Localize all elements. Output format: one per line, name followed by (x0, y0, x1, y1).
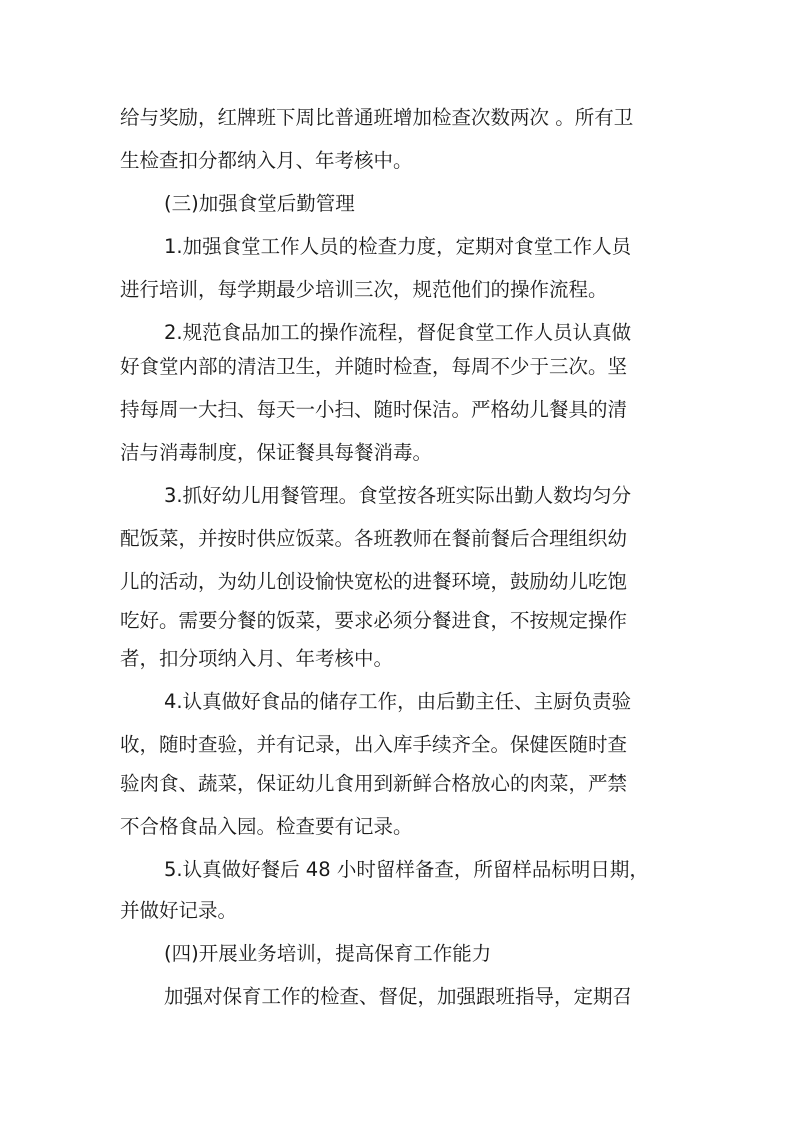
text-line: 不合格食品入园。检查要有记录。 (120, 815, 413, 838)
text-line: 洁与消毒制度，保证餐具每餐消毒。 (120, 441, 433, 464)
text-line: 配饭菜，并按时供应饭菜。各班教师在餐前餐后合理组织幼 (120, 527, 628, 550)
text-line: 吃好。需要分餐的饭菜，要求必须分餐进食，不按规定操作 (120, 609, 628, 632)
text-line: 4.认真做好食品的储存工作，由后勤主任、主厨负责验 (164, 690, 632, 713)
text-line: 好食堂内部的清洁卫生，并随时检查，每周不少于三次。坚 (120, 355, 628, 378)
text-line: 给与奖励，红牌班下周比普通班增加检查次数两次 。所有卫 (120, 106, 634, 129)
text-line: 并做好记录。 (120, 899, 238, 922)
text-line: 1.加强食堂工作人员的检查力度，定期对食堂工作人员 (164, 235, 632, 258)
text-line: 3.抓好幼儿用餐管理。食堂按各班实际出勤人数均匀分 (164, 484, 632, 507)
text-line: 生检查扣分都纳入月、年考核中。 (120, 149, 413, 172)
section-heading: (四)开展业务培训，提高保育工作能力 (164, 942, 492, 965)
text-line: 收，随时查验，并有记录，出入库手续齐全。保健医随时查 (120, 733, 628, 756)
text-line: 验肉食、蔬菜，保证幼儿食用到新鲜合格放心的肉菜，严禁 (120, 772, 628, 795)
text-line: 进行培训，每学期最少培训三次，规范他们的操作流程。 (120, 278, 608, 301)
text-line: 加强对保育工作的检查、督促，加强跟班指导，定期召 (164, 985, 633, 1008)
text-line: 者，扣分项纳入月、年考核中。 (120, 647, 394, 670)
section-heading: (三)加强食堂后勤管理 (164, 192, 355, 215)
text-line: 儿的活动，为幼儿创设愉快宽松的进餐环境，鼓励幼儿吃饱 (120, 570, 628, 593)
text-line: 5.认真做好餐后 48 小时留样备查，所留样品标明日期， (164, 858, 649, 881)
text-line: 2.规范食品加工的操作流程，督促食堂工作人员认真做 (164, 321, 632, 344)
text-line: 持每周一大扫、每天一小扫、随时保洁。严格幼儿餐具的清 (120, 398, 628, 421)
